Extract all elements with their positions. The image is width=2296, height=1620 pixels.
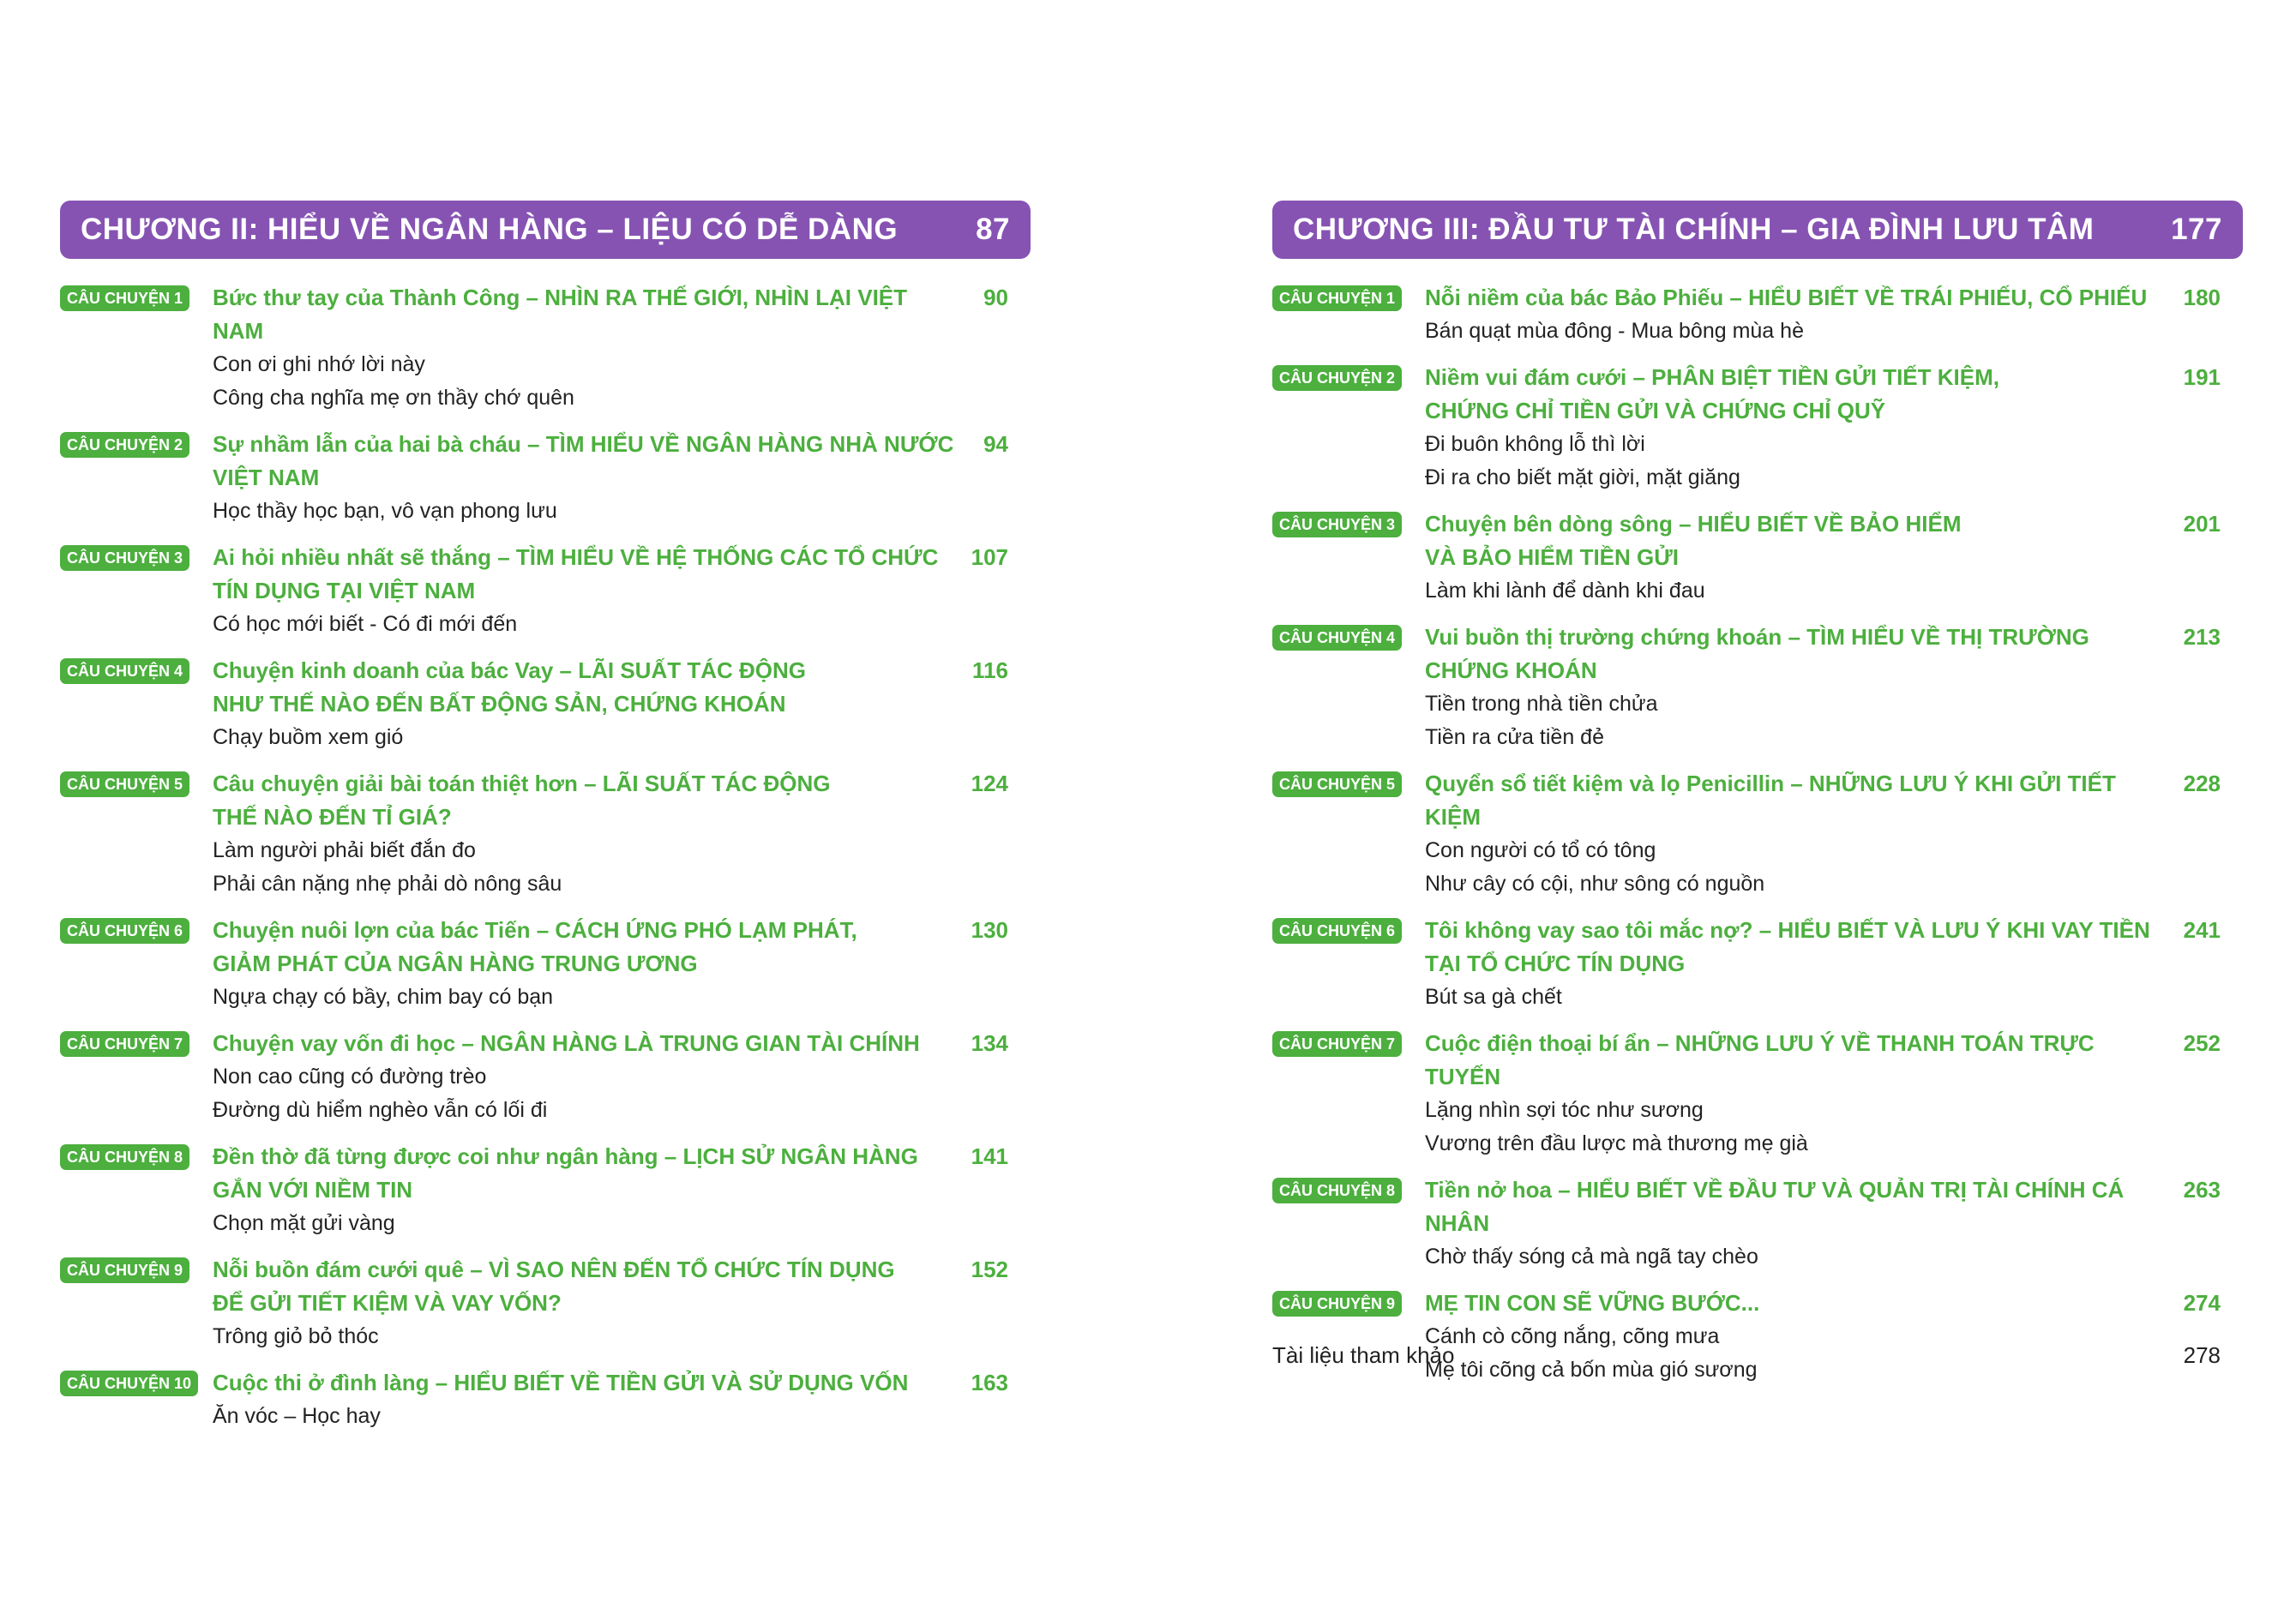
story-page-number: 116 [972, 657, 1008, 683]
toc-story-entry [60, 541, 1031, 641]
story-title-line: Chuyện vay vốn đi học – NGÂN HÀNG LÀ TRUNG GIAN TÀI CHÍNH [213, 1030, 920, 1056]
story-page-number: 124 [971, 771, 1008, 796]
story-list [60, 281, 1031, 1433]
toc-story-entry [1272, 767, 2243, 901]
story-proverb: Trông giỏ bỏ thóc [213, 1324, 379, 1348]
story-badge: CÂU CHUYỆN 8 [1272, 1178, 1402, 1203]
story-page-number: 241 [2183, 917, 2221, 943]
story-badge: CÂU CHUYỆN 6 [60, 918, 189, 944]
story-badge: CÂU CHUYỆN 2 [1272, 365, 1402, 391]
story-page-number: 180 [2183, 285, 2221, 310]
story-proverb: Đi ra cho biết mặt giời, mặt giăng [1425, 465, 1740, 489]
toc-story-entry [60, 1253, 1031, 1353]
story-title-line: Ai hỏi nhiều nhất sẽ thắng – TÌM HIỂU VỀ HỆ THỐNG CÁC TỔ CHỨC [213, 544, 939, 570]
toc-story-entry [60, 767, 1031, 901]
story-title-line: Chuyện bên dòng sông – HIỂU BIẾT VỀ BẢO HIỂM [1425, 511, 1962, 537]
story-badge: CÂU CHUYỆN 9 [60, 1257, 189, 1283]
story-proverb: Chờ thấy sóng cả mà ngã tay chèo [1425, 1245, 1758, 1269]
story-proverb: Tiền trong nhà tiền chửa [1425, 692, 1658, 716]
story-proverb: Làm khi lành để dành khi đau [1425, 579, 1705, 603]
toc-column-right [1272, 201, 2243, 1387]
story-badge: CÂU CHUYỆN 4 [60, 658, 189, 684]
story-proverb: Chạy buồm xem gió [213, 725, 404, 749]
story-proverb: Mẹ tôi cõng cả bốn mùa gió sương [1425, 1358, 1758, 1382]
chapter-title: CHƯƠNG II: HIỂU VỀ NGÂN HÀNG – LIỆU CÓ DỄ DÀNG [81, 213, 899, 246]
story-title-line: Nỗi buồn đám cưới quê – VÌ SAO NÊN ĐẾN TỔ CHỨC TÍN DỤNG [213, 1257, 895, 1282]
story-proverb: Làm người phải biết đắn đo [213, 838, 476, 862]
story-title-line: Sự nhầm lẫn của hai bà cháu – TÌM HIỂU VỀ NGÂN HÀNG NHÀ NƯỚC [213, 431, 954, 457]
story-title-line: NHƯ THẾ NÀO ĐẾN BẤT ĐỘNG SẢN, CHỨNG KHOÁN [213, 691, 786, 717]
story-title-line: Niềm vui đám cưới – PHÂN BIỆT TIỀN GỬI TIẾT KIỆM, [1425, 364, 1999, 390]
toc-story-entry [60, 1140, 1031, 1240]
story-proverb: Chọn mặt gửi vàng [213, 1211, 395, 1235]
story-proverb: Có học mới biết - Có đi mới đến [213, 612, 518, 636]
story-badge: CÂU CHUYỆN 4 [1272, 625, 1402, 651]
story-badge: CÂU CHUYỆN 1 [60, 285, 189, 311]
story-title-line: Đền thờ đã từng được coi như ngân hàng – LỊCH SỬ NGÂN HÀNG [213, 1143, 918, 1169]
story-title-line: MẸ TIN CON SẼ VỮNG BƯỚC... [1425, 1290, 1760, 1316]
story-badge: CÂU CHUYỆN 9 [1272, 1291, 1402, 1317]
story-page-number: 107 [971, 544, 1008, 570]
story-title-line: Bức thư tay của Thành Công – NHÌN RA THẾ GIỚI, NHÌN LẠI VIỆT NAM [213, 285, 908, 344]
chapter-3-header [1272, 201, 2243, 259]
story-page-number: 213 [2183, 624, 2221, 650]
story-proverb: Con ơi ghi nhớ lời này [213, 352, 425, 376]
story-badge: CÂU CHUYỆN 2 [60, 432, 189, 458]
story-badge: CÂU CHUYỆN 5 [60, 771, 189, 797]
story-title-line: CHỨNG KHOÁN [1425, 657, 1597, 683]
story-badge: CÂU CHUYỆN 3 [1272, 512, 1402, 537]
story-badge: CÂU CHUYỆN 5 [1272, 771, 1402, 797]
story-page-number: 163 [971, 1370, 1008, 1395]
story-proverb: Vương trên đầu lược mà thương mẹ già [1425, 1131, 1808, 1155]
story-proverb: Phải cân nặng nhẹ phải dò nông sâu [213, 872, 562, 896]
story-title-line: TÍN DỤNG TẠI VIỆT NAM [213, 578, 476, 603]
story-page-number: 152 [971, 1257, 1008, 1282]
story-page-number: 201 [2183, 511, 2221, 537]
story-title-line: VÀ BẢO HIỂM TIỀN GỬI [1425, 544, 1680, 570]
story-title-line: Vui buồn thị trường chứng khoán – TÌM HIỂU VỀ THỊ TRƯỜNG [1425, 624, 2089, 650]
story-title-line: Tiền nở hoa – HIỂU BIẾT VỀ ĐẦU TƯ VÀ QUẢN TRỊ TÀI CHÍNH CÁ NHÂN [1425, 1177, 2125, 1236]
chapter-title: CHƯƠNG III: ĐẦU TƯ TÀI CHÍNH – GIA ĐÌNH LƯU TÂM [1293, 213, 2095, 246]
story-proverb: Con người có tổ có tông [1425, 838, 1656, 862]
story-title-line: Câu chuyện giải bài toán thiệt hơn – LÃI SUẤT TÁC ĐỘNG [213, 771, 831, 796]
story-badge: CÂU CHUYỆN 3 [60, 545, 189, 571]
toc-story-entry [60, 914, 1031, 1014]
toc-story-entry [1272, 361, 2243, 495]
toc-story-entry [60, 1366, 1031, 1433]
toc-story-entry [1272, 1173, 2243, 1274]
story-proverb: Đường dù hiểm nghèo vẫn có lối đi [213, 1098, 548, 1122]
story-badge: CÂU CHUYỆN 7 [60, 1031, 189, 1057]
story-title-line: Cuộc thi ở đình làng – HIỂU BIẾT VỀ TIỀN GỬI VÀ SỬ DỤNG VỐN [213, 1370, 909, 1395]
toc-column-left [60, 201, 1031, 1433]
references-label: Tài liệu tham khảo [1272, 1342, 1455, 1368]
story-proverb: Lặng nhìn sợi tóc như sương [1425, 1098, 1704, 1122]
story-proverb: Như cây có cội, như sông có nguồn [1425, 872, 1765, 896]
story-title-line: THẾ NÀO ĐẾN TỈ GIÁ? [213, 804, 452, 830]
story-badge: CÂU CHUYỆN 10 [60, 1371, 198, 1396]
story-page-number: 252 [2183, 1030, 2221, 1056]
toc-story-entry [60, 654, 1031, 754]
story-page-number: 90 [983, 285, 1008, 310]
story-page-number: 134 [971, 1030, 1008, 1056]
story-badge: CÂU CHUYỆN 8 [60, 1144, 189, 1170]
story-proverb: Đi buôn không lỗ thì lời [1425, 432, 1645, 456]
toc-story-entry [60, 1027, 1031, 1127]
story-proverb: Công cha nghĩa mẹ ơn thầy chớ quên [213, 386, 574, 410]
story-page-number: 228 [2183, 771, 2221, 796]
story-title-line: Tôi không vay sao tôi mắc nợ? – HIỂU BIẾT VÀ LƯU Ý KHI VAY TIỀN [1425, 917, 2150, 943]
chapter-page-number: 177 [2171, 213, 2222, 246]
story-proverb: Ngựa chạy có bầy, chim bay có bạn [213, 985, 554, 1009]
story-page-number: 130 [971, 917, 1008, 943]
story-badge: CÂU CHUYỆN 7 [1272, 1031, 1402, 1057]
toc-story-entry [1272, 914, 2243, 1014]
story-proverb: Bán quạt mùa đông - Mua bông mùa hè [1425, 319, 1804, 343]
toc-story-entry [1272, 1027, 2243, 1161]
references-entry [1272, 1339, 2221, 1372]
story-title-line: GIẢM PHÁT CỦA NGÂN HÀNG TRUNG ƯƠNG [213, 951, 698, 976]
story-title-line: ĐỂ GỬI TIẾT KIỆM VÀ VAY VỐN? [213, 1290, 562, 1316]
story-page-number: 191 [2183, 364, 2221, 390]
story-page-number: 94 [983, 431, 1008, 457]
story-title-line: Quyển sổ tiết kiệm và lọ Penicillin – NHỮNG LƯU Ý KHI GỬI TIẾT KIỆM [1425, 771, 2116, 830]
story-page-number: 274 [2183, 1290, 2221, 1316]
story-title-line: CHỨNG CHỈ TIỀN GỬI VÀ CHỨNG CHỈ QUỸ [1425, 398, 1886, 423]
story-title-line: GẮN VỚI NIỀM TIN [213, 1177, 413, 1203]
toc-story-entry [1272, 507, 2243, 608]
story-title-line: TẠI TỔ CHỨC TÍN DỤNG [1425, 951, 1686, 976]
toc-story-entry [60, 428, 1031, 528]
story-title-line: Cuộc điện thoại bí ẩn – NHỮNG LƯU Ý VỀ THANH TOÁN TRỰC TUYẾN [1425, 1030, 2095, 1089]
chapter-page-number: 87 [976, 213, 1010, 246]
story-proverb: Non cao cũng có đường trèo [213, 1065, 487, 1089]
story-badge: CÂU CHUYỆN 6 [1272, 918, 1402, 944]
story-page-number: 141 [971, 1143, 1008, 1169]
toc-story-entry [60, 281, 1031, 415]
story-list [1272, 281, 2243, 1387]
story-proverb: Tiền ra cửa tiền đẻ [1425, 725, 1604, 749]
story-title-line: Nỗi niềm của bác Bảo Phiếu – HIỂU BIẾT VỀ TRÁI PHIẾU, CỔ PHIẾU [1425, 285, 2148, 310]
story-proverb: Bút sa gà chết [1425, 985, 1562, 1009]
story-title-line: VIỆT NAM [213, 465, 320, 490]
story-proverb: Học thầy học bạn, vô vạn phong lưu [213, 499, 557, 523]
toc-story-entry [1272, 281, 2243, 348]
story-page-number: 263 [2183, 1177, 2221, 1203]
references-page-number: 278 [2183, 1342, 2221, 1368]
chapter-2-header [60, 201, 1031, 259]
story-title-line: Chuyện kinh doanh của bác Vay – LÃI SUẤT TÁC ĐỘNG [213, 657, 806, 683]
story-badge: CÂU CHUYỆN 1 [1272, 285, 1402, 311]
story-proverb: Ăn vóc – Học hay [213, 1404, 381, 1428]
story-proverb: Cánh cò cõng nắng, cõng mưa [1425, 1324, 1720, 1348]
story-title-line: Chuyện nuôi lợn của bác Tiến – CÁCH ỨNG PHÓ LẠM PHÁT, [213, 917, 857, 943]
toc-story-entry [1272, 621, 2243, 754]
